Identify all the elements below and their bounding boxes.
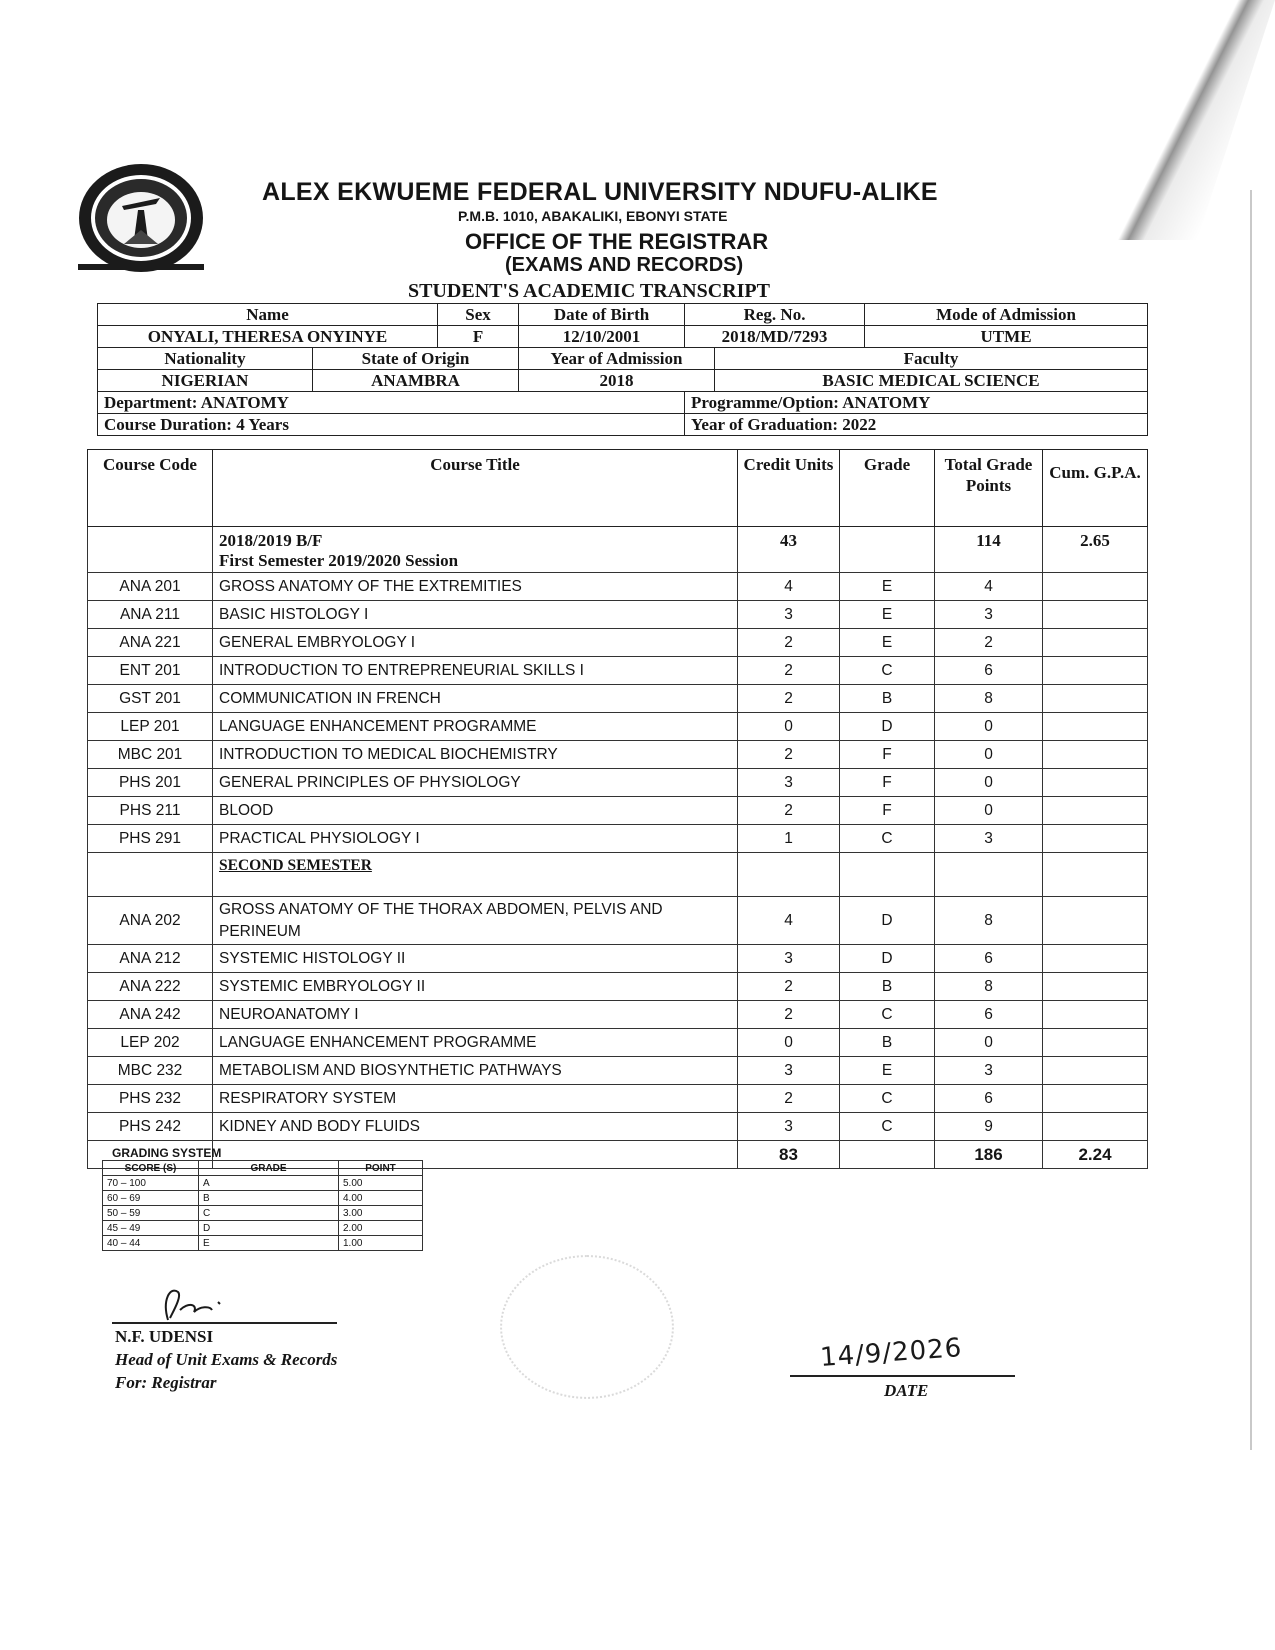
label-nationality: Nationality [98, 348, 313, 370]
university-address: P.M.B. 1010, ABAKALIKI, EBONYI STATE [458, 208, 728, 224]
credit-units: 3 [738, 945, 840, 973]
grading-score: 60 – 69 [103, 1191, 199, 1206]
course-code: PHS 211 [88, 797, 213, 825]
signatory-name: N.F. UDENSI [115, 1327, 214, 1346]
course-title: SYSTEMIC EMBRYOLOGY II [213, 973, 738, 1001]
grading-header-point: POINT [339, 1161, 423, 1176]
grade: F [840, 769, 935, 797]
document-title: STUDENT'S ACADEMIC TRANSCRIPT [408, 280, 770, 302]
grade: C [840, 1085, 935, 1113]
label-reg-no: Reg. No. [685, 304, 865, 326]
grade: E [840, 629, 935, 657]
grade: C [840, 657, 935, 685]
grade: D [840, 713, 935, 741]
grading-row [103, 1176, 423, 1191]
grade: E [840, 601, 935, 629]
student-state: ANAMBRA [313, 370, 519, 392]
label-state: State of Origin [313, 348, 519, 370]
label-dob: Date of Birth [519, 304, 685, 326]
grading-point: 5.00 [339, 1176, 423, 1191]
header-course-code: Course Code [88, 450, 213, 527]
student-department: Department: ANATOMY [98, 392, 685, 414]
handwritten-date: 14/9/2026 [819, 1333, 964, 1373]
grade-points: 0 [935, 741, 1043, 769]
course-code: MBC 201 [88, 741, 213, 769]
cum-gpa-cell [1043, 741, 1148, 769]
cum-gpa-cell [1043, 1113, 1148, 1141]
course-row [88, 741, 1148, 769]
course-title: LANGUAGE ENHANCEMENT PROGRAMME [213, 1029, 738, 1057]
course-title: BASIC HISTOLOGY I [213, 601, 738, 629]
cum-gpa-cell [1043, 685, 1148, 713]
scan-edge-line [1250, 190, 1252, 1450]
credit-units: 2 [738, 685, 840, 713]
course-title: INTRODUCTION TO ENTREPRENEURIAL SKILLS I [213, 657, 738, 685]
grading-system-title: GRADING SYSTEM [112, 1146, 222, 1160]
student-info-table [97, 303, 1148, 436]
course-row [88, 973, 1148, 1001]
date-label: DATE [884, 1381, 929, 1400]
unit-title: (EXAMS AND RECORDS) [505, 254, 744, 276]
course-row [88, 1085, 1148, 1113]
course-title: PRACTICAL PHYSIOLOGY I [213, 825, 738, 853]
course-title: BLOOD [213, 797, 738, 825]
credit-units: 3 [738, 1113, 840, 1141]
grade: C [840, 1113, 935, 1141]
course-row [88, 825, 1148, 853]
grading-point: 2.00 [339, 1221, 423, 1236]
grading-point: 3.00 [339, 1206, 423, 1221]
cum-gpa-cell [1043, 897, 1148, 945]
label-sex: Sex [438, 304, 519, 326]
credit-units: 2 [738, 657, 840, 685]
grading-score: 40 – 44 [103, 1236, 199, 1251]
course-code: ANA 202 [88, 897, 213, 945]
grade: E [840, 1057, 935, 1085]
grade: B [840, 1029, 935, 1057]
grading-grade: C [199, 1206, 339, 1221]
course-title: LANGUAGE ENHANCEMENT PROGRAMME [213, 713, 738, 741]
credit-units: 3 [738, 601, 840, 629]
grading-row [103, 1191, 423, 1206]
grade-points: 8 [935, 897, 1043, 945]
course-code: ANA 221 [88, 629, 213, 657]
cum-gpa-cell [1043, 769, 1148, 797]
grading-header-grade: GRADE [199, 1161, 339, 1176]
grade: E [840, 573, 935, 601]
course-code: PHS 232 [88, 1085, 213, 1113]
grading-grade: D [199, 1221, 339, 1236]
grade: F [840, 797, 935, 825]
brought-forward-label [213, 527, 738, 573]
grade: B [840, 685, 935, 713]
grade-points: 0 [935, 769, 1043, 797]
university-name: ALEX EKWUEME FEDERAL UNIVERSITY NDUFU-ALIKE [262, 178, 938, 206]
credit-units: 0 [738, 713, 840, 741]
grade-points: 3 [935, 825, 1043, 853]
student-year-admission: 2018 [519, 370, 715, 392]
student-mode: UTME [865, 326, 1148, 348]
header-grade: Grade [840, 450, 935, 527]
course-code: GST 201 [88, 685, 213, 713]
course-row [88, 1001, 1148, 1029]
credit-units: 2 [738, 1001, 840, 1029]
grade-points: 6 [935, 1085, 1043, 1113]
course-title: SYSTEMIC HISTOLOGY II [213, 945, 738, 973]
grade: C [840, 1001, 935, 1029]
course-title: INTRODUCTION TO MEDICAL BIOCHEMISTRY [213, 741, 738, 769]
course-title-line: PERINEUM [219, 922, 301, 940]
cum-gpa-cell [1043, 1057, 1148, 1085]
grading-grade: B [199, 1191, 339, 1206]
course-row [88, 657, 1148, 685]
total-units: 83 [738, 1141, 840, 1169]
grading-row [103, 1206, 423, 1221]
cum-gpa-cell [1043, 945, 1148, 973]
course-title: METABOLISM AND BIOSYNTHETIC PATHWAYS [213, 1057, 738, 1085]
course-code: PHS 242 [88, 1113, 213, 1141]
course-row [88, 601, 1148, 629]
cum-gpa-cell [1043, 1085, 1148, 1113]
course-row [88, 573, 1148, 601]
second-semester-heading: SECOND SEMESTER [213, 853, 738, 897]
grading-score: 70 – 100 [103, 1176, 199, 1191]
course-title-line: GROSS ANATOMY OF THE THORAX ABDOMEN, PELVIS AND [219, 900, 663, 918]
course-title: GROSS ANATOMY OF THE EXTREMITIES [213, 573, 738, 601]
course-row [88, 1029, 1148, 1057]
grade-points: 4 [935, 573, 1043, 601]
grade: D [840, 945, 935, 973]
course-title: NEUROANATOMY I [213, 1001, 738, 1029]
graduation-year: Year of Graduation: 2022 [685, 414, 1148, 436]
credit-units: 2 [738, 1085, 840, 1113]
student-sex: F [438, 326, 519, 348]
bf-session-line: 2018/2019 B/F [219, 531, 323, 550]
grading-row [103, 1236, 423, 1251]
grade-points: 3 [935, 601, 1043, 629]
grade: D [840, 897, 935, 945]
label-year-admission: Year of Admission [519, 348, 715, 370]
credit-units: 1 [738, 825, 840, 853]
course-row [88, 713, 1148, 741]
grade-points: 8 [935, 973, 1043, 1001]
header-course-title: Course Title [213, 450, 738, 527]
course-code: ANA 212 [88, 945, 213, 973]
office-title: OFFICE OF THE REGISTRAR [465, 229, 769, 254]
course-code: PHS 201 [88, 769, 213, 797]
course-row [88, 769, 1148, 797]
grade: B [840, 973, 935, 1001]
student-nationality: NIGERIAN [98, 370, 313, 392]
header-total-grade-points: Total Grade Points [935, 450, 1043, 527]
student-faculty: BASIC MEDICAL SCIENCE [715, 370, 1148, 392]
date-line [790, 1375, 1015, 1377]
signature-line [112, 1322, 337, 1324]
grade-points: 0 [935, 1029, 1043, 1057]
course-row [88, 897, 1148, 945]
label-faculty: Faculty [715, 348, 1148, 370]
grade-points: 0 [935, 797, 1043, 825]
signature-mark [140, 1280, 260, 1324]
course-code: PHS 291 [88, 825, 213, 853]
credit-units: 2 [738, 741, 840, 769]
student-name: ONYALI, THERESA ONYINYE [98, 326, 438, 348]
grading-score: 50 – 59 [103, 1206, 199, 1221]
course-row [88, 1057, 1148, 1085]
course-duration: Course Duration: 4 Years [98, 414, 685, 436]
grade-points: 2 [935, 629, 1043, 657]
grade-points: 6 [935, 945, 1043, 973]
bf-cgpa: 2.65 [1043, 527, 1148, 573]
grade-points: 8 [935, 685, 1043, 713]
student-programme: Programme/Option: ANATOMY [685, 392, 1148, 414]
credit-units: 4 [738, 573, 840, 601]
grade-points: 3 [935, 1057, 1043, 1085]
cum-gpa-cell [1043, 573, 1148, 601]
label-mode: Mode of Admission [865, 304, 1148, 326]
grade-points: 6 [935, 1001, 1043, 1029]
first-semester-session-line: First Semester 2019/2020 Session [219, 551, 459, 570]
header-credit-units: Credit Units [738, 450, 840, 527]
cum-gpa-cell [1043, 657, 1148, 685]
course-title: GENERAL EMBRYOLOGY I [213, 629, 738, 657]
course-code: ANA 201 [88, 573, 213, 601]
course-code: LEP 202 [88, 1029, 213, 1057]
grade-points: 6 [935, 657, 1043, 685]
bf-points: 114 [935, 527, 1043, 573]
course-title: KIDNEY AND BODY FLUIDS [213, 1113, 738, 1141]
course-code: ENT 201 [88, 657, 213, 685]
course-code: ANA 222 [88, 973, 213, 1001]
total-points: 186 [935, 1141, 1043, 1169]
cum-gpa-cell [1043, 1001, 1148, 1029]
grade: F [840, 741, 935, 769]
grade-points: 0 [935, 713, 1043, 741]
cum-gpa-cell [1043, 825, 1148, 853]
course-title [213, 897, 738, 945]
cum-gpa-cell [1043, 797, 1148, 825]
course-code: LEP 201 [88, 713, 213, 741]
cum-gpa-cell [1043, 629, 1148, 657]
grading-grade: A [199, 1176, 339, 1191]
course-row [88, 1113, 1148, 1141]
credit-units: 2 [738, 797, 840, 825]
grading-header-score: SCORE (S) [103, 1161, 199, 1176]
credit-units: 2 [738, 973, 840, 1001]
grading-grade: E [199, 1236, 339, 1251]
course-results-table [87, 449, 1148, 1169]
cum-gpa-cell [1043, 713, 1148, 741]
course-row [88, 945, 1148, 973]
course-code: ANA 242 [88, 1001, 213, 1029]
course-row [88, 629, 1148, 657]
grading-row [103, 1221, 423, 1236]
grading-score: 45 – 49 [103, 1221, 199, 1236]
course-row [88, 797, 1148, 825]
course-code: ANA 211 [88, 601, 213, 629]
bf-units: 43 [738, 527, 840, 573]
grading-system-table [102, 1160, 423, 1251]
cum-gpa-cell [1043, 601, 1148, 629]
signatory-role: Head of Unit Exams & Records [115, 1350, 338, 1369]
credit-units: 4 [738, 897, 840, 945]
course-title: RESPIRATORY SYSTEM [213, 1085, 738, 1113]
credit-units: 3 [738, 1057, 840, 1085]
label-name: Name [98, 304, 438, 326]
course-code: MBC 232 [88, 1057, 213, 1085]
credit-units: 2 [738, 629, 840, 657]
student-reg-no: 2018/MD/7293 [685, 326, 865, 348]
final-cgpa: 2.24 [1043, 1141, 1148, 1169]
course-title: COMMUNICATION IN FRENCH [213, 685, 738, 713]
credit-units: 0 [738, 1029, 840, 1057]
grade-points: 9 [935, 1113, 1043, 1141]
grading-point: 4.00 [339, 1191, 423, 1206]
grade: C [840, 825, 935, 853]
cum-gpa-cell [1043, 1029, 1148, 1057]
student-dob: 12/10/2001 [519, 326, 685, 348]
cum-gpa-cell [1043, 973, 1148, 1001]
course-title: GENERAL PRINCIPLES OF PHYSIOLOGY [213, 769, 738, 797]
header-cum-gpa: Cum. G.P.A. [1043, 450, 1148, 527]
grading-point: 1.00 [339, 1236, 423, 1251]
university-seal-logo [72, 160, 210, 278]
faint-stamp-mark [500, 1255, 674, 1399]
signatory-for: For: Registrar [115, 1373, 217, 1392]
course-row [88, 685, 1148, 713]
credit-units: 3 [738, 769, 840, 797]
